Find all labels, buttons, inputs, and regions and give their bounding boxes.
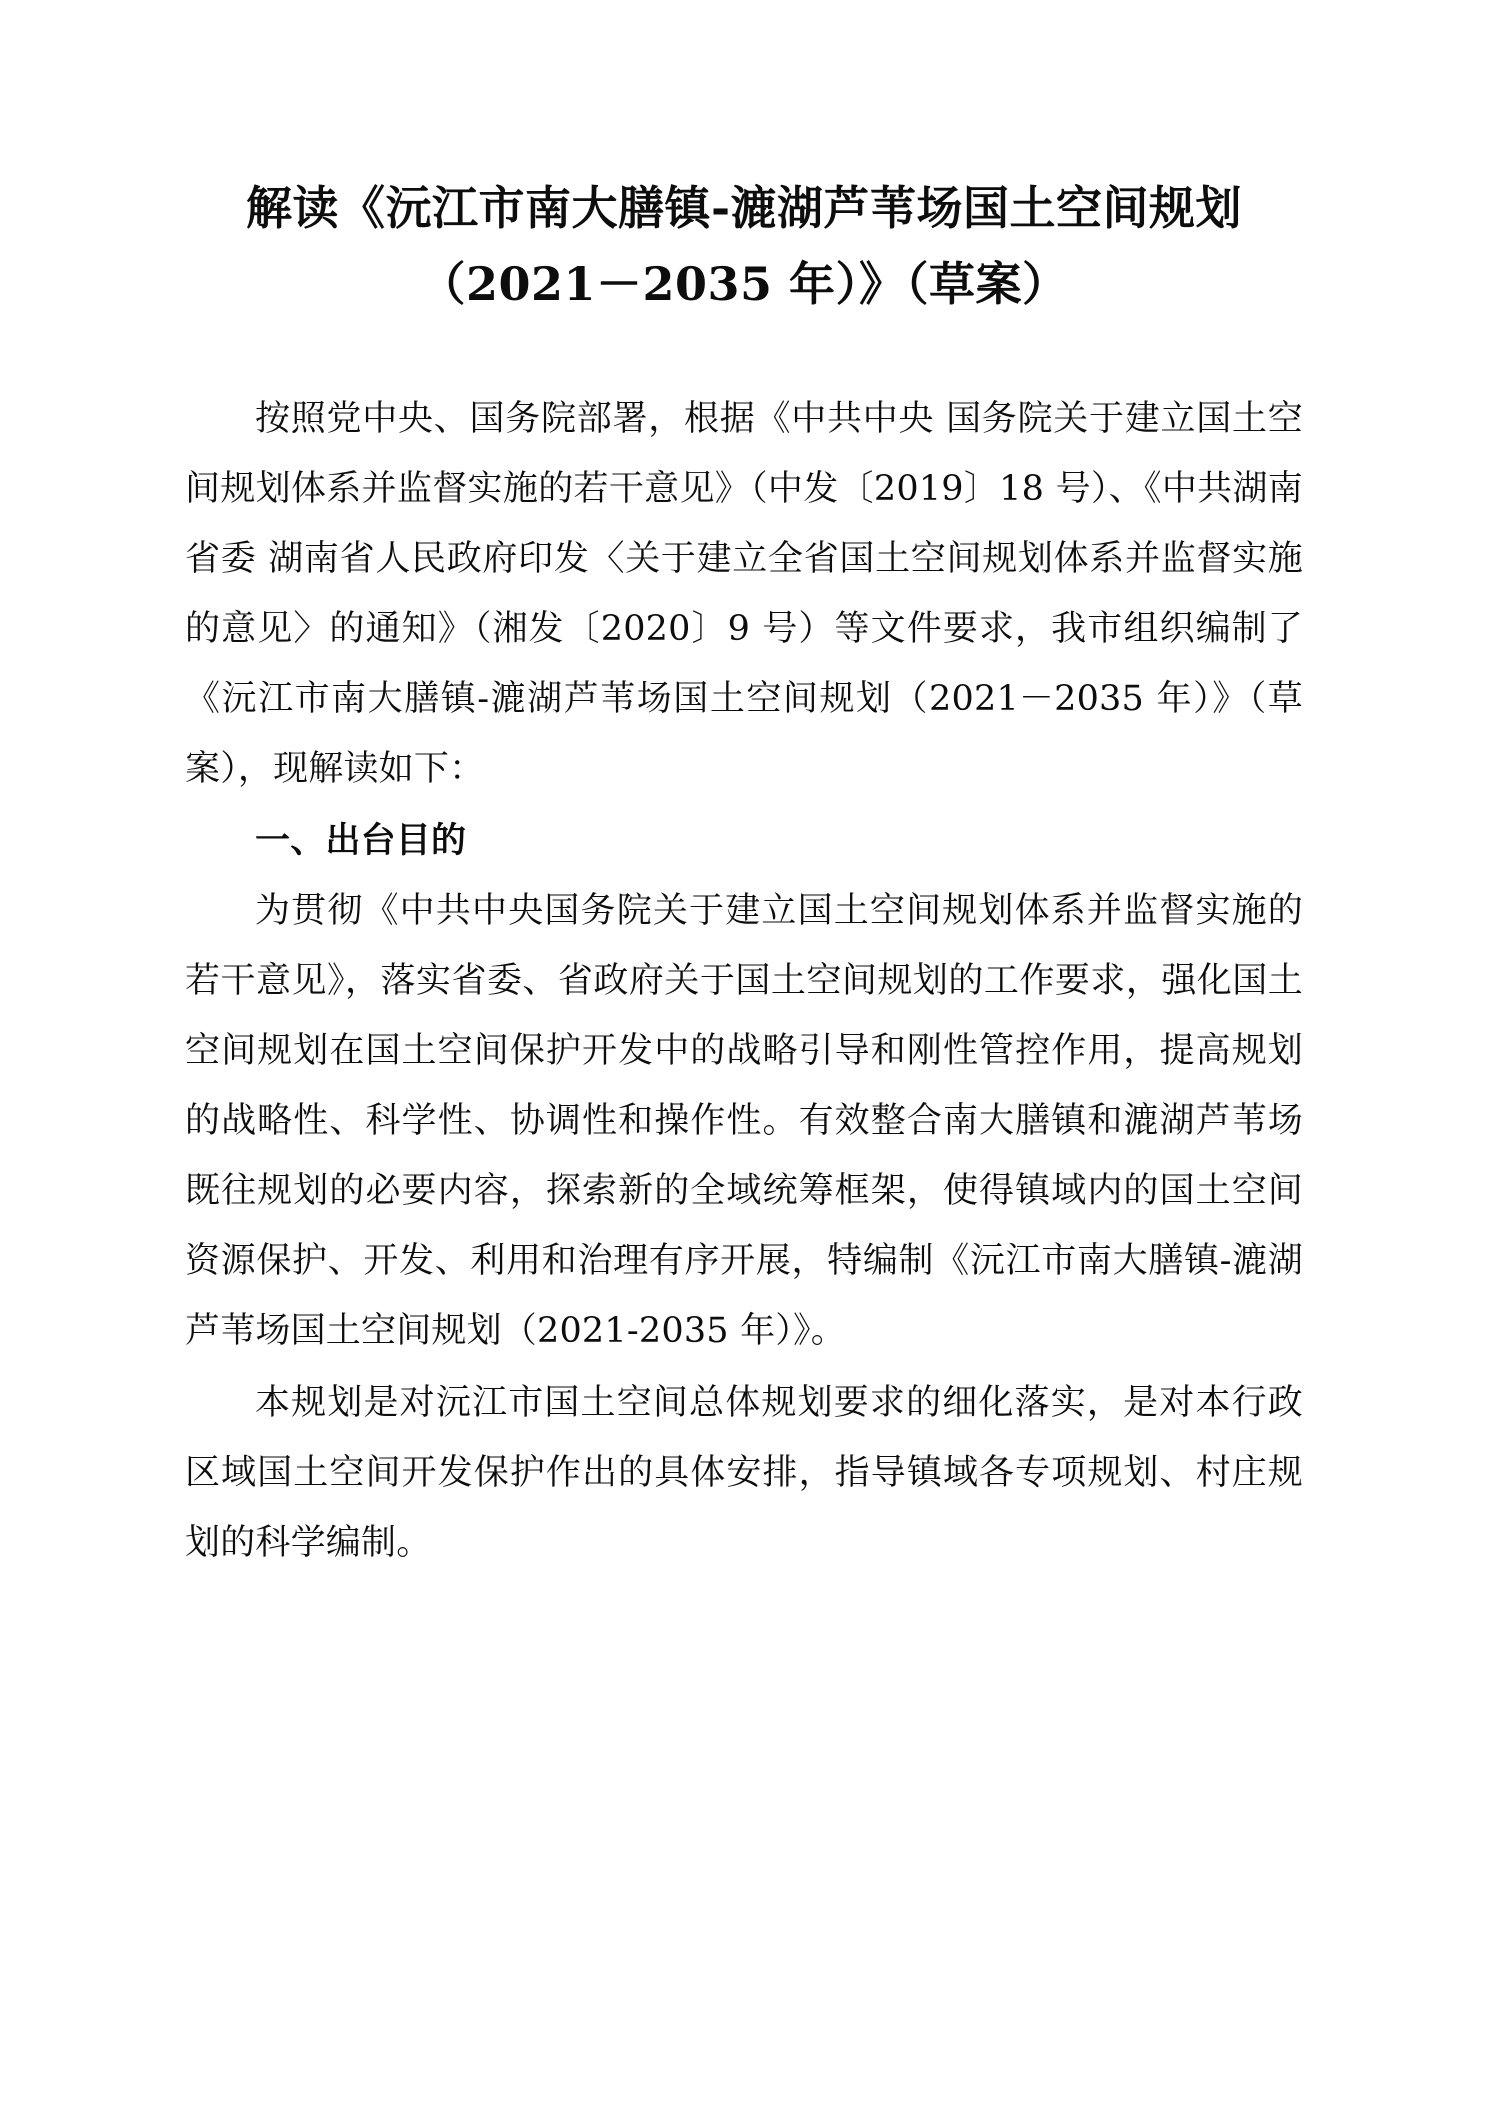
section-heading-purpose: 一、出台目的 <box>255 820 467 861</box>
paragraph-intro: 按照党中央、国务院部署，根据《中共中央 国务院关于建立国土空间规划体系并监督实施的若干意见》（中发〔2019〕18 号）、《中共湖南省委 湖南省人民政府印发〈关于建立全省国土空间规划体系并监督实施的意见〉的通知》（湘发〔2020〕9 号）等文件要求，我市组织编制了《沅江市南大膳镇-漉湖芦苇场国土空间规划（2021－2035 年）》（草案），现解读如下： <box>185 399 1303 789</box>
page-title: 解读《沅江市南大膳镇-漉湖芦苇场国土空间规划（2021－2035 年）》（草案） <box>245 181 1243 311</box>
paragraph-purpose-body: 为贯彻《中共中央国务院关于建立国土空间规划体系并监督实施的若干意见》，落实省委、省政府关于国土空间规划的工作要求，强化国土空间规划在国土空间保护开发中的战略引导和刚性管控作用，提高规划的战略性、科学性、协调性和操作性。有效整合南大膳镇和漉湖芦苇场既往规划的必要内容，探索新的全域统筹框架，使得镇域内的国土空间资源保护、开发、利用和治理有序开展，特编制《沅江市南大膳镇-漉湖芦苇场国土空间规划（2021-2035 年）》。 <box>185 891 1303 1351</box>
paragraph-purpose-closing: 本规划是对沅江市国土空间总体规划要求的细化落实，是对本行政区域国土空间开发保护作出的具体安排，指导镇域各专项规划、村庄规划的科学编制。 <box>185 1383 1303 1563</box>
